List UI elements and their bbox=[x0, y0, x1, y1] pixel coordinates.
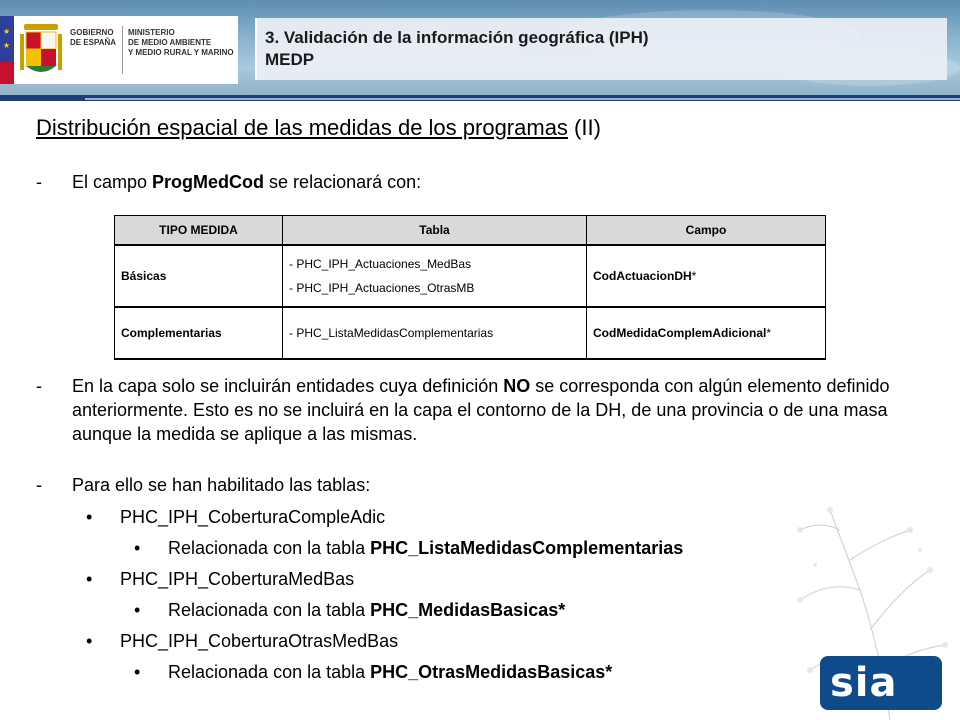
table-cell: CodActuacionDH* bbox=[587, 245, 826, 307]
table-header-row bbox=[115, 216, 826, 246]
dash-marker: - bbox=[36, 376, 42, 396]
ministry-logo bbox=[0, 16, 238, 84]
ministry-text: MINISTERIO DE MEDIO AMBIENTE Y MEDIO RURAL Y MARINO bbox=[128, 28, 234, 57]
paragraph-progmedcod: El campo ProgMedCod se relacionará con: bbox=[72, 172, 422, 192]
table-cell: Básicas bbox=[115, 245, 283, 307]
header-subtitle: MEDP bbox=[265, 50, 315, 69]
column-header: Tabla bbox=[283, 216, 587, 246]
gov-text: GOBIERNO DE ESPAÑA bbox=[70, 28, 117, 47]
table-row bbox=[115, 307, 826, 359]
slide-title: Distribución espacial de las medidas de los programas (II) bbox=[36, 115, 601, 140]
dash-marker: - bbox=[36, 475, 42, 495]
header-title-box bbox=[255, 18, 947, 80]
table-cell: CodMedidaComplemAdicional* bbox=[587, 307, 826, 359]
column-header: Campo bbox=[587, 216, 826, 246]
coat-of-arms-icon bbox=[20, 22, 62, 78]
table-cell: Complementarias bbox=[115, 307, 283, 359]
table-row bbox=[115, 245, 826, 307]
header-rule-light bbox=[85, 98, 960, 100]
eu-flag-strip: ★ ★ bbox=[0, 16, 14, 84]
sia-logo: sia bbox=[820, 656, 942, 710]
table-cell: - PHC_ListaMedidasComplementarias bbox=[283, 307, 587, 359]
measures-table bbox=[114, 215, 826, 360]
header-title: 3. Validación de la información geográfica (IPH) bbox=[265, 28, 649, 47]
paragraph-capa: En la capa solo se incluirán entidades cuya definición NO se corresponda con algún elemento definido anteriormente. Esto es no se incluirá en la capa el contorno de la DH, de una provincia o de una masa aunque la medida se aplique a las mismas. bbox=[72, 376, 890, 444]
column-header: TIPO MEDIDA bbox=[115, 216, 283, 246]
paragraph-tablas: Para ello se han habilitado las tablas: bbox=[72, 475, 371, 495]
dash-marker: - bbox=[36, 172, 42, 192]
table-cell: - PHC_IPH_Actuaciones_MedBas - PHC_IPH_Actuaciones_OtrasMB bbox=[283, 245, 587, 307]
